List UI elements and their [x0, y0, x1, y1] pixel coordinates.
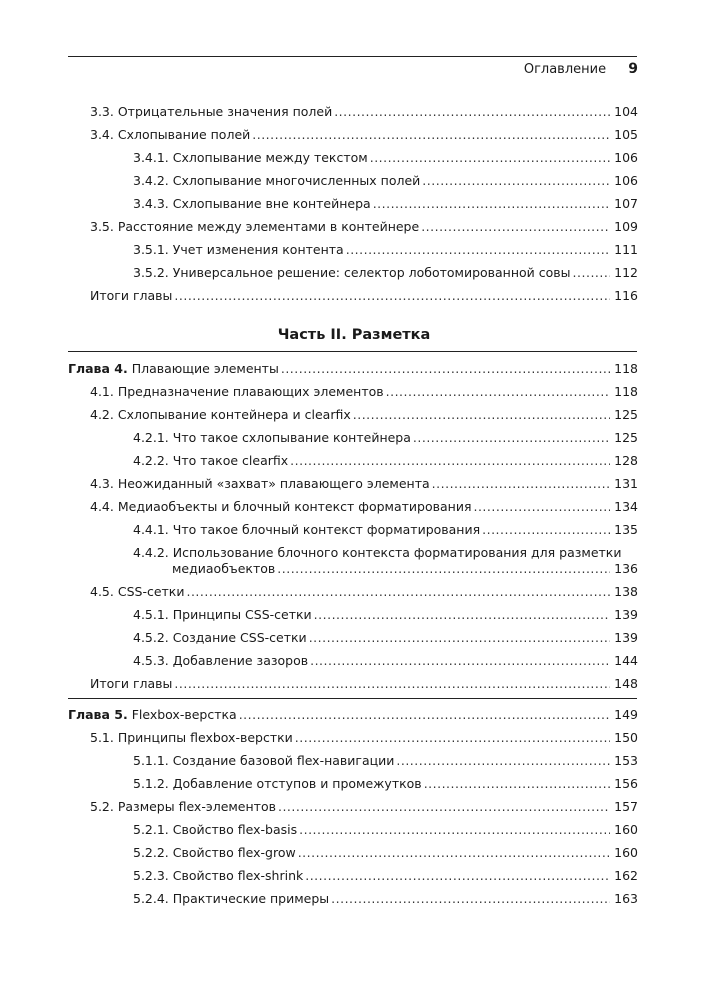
toc-entry[interactable]: 4.5.3. Добавление зазоров ..... 144	[133, 653, 638, 669]
toc-page-number: 125	[614, 430, 638, 445]
toc-page-number: 106	[614, 150, 638, 165]
toc-entry[interactable]: 3.4.3. Схлопывание вне контейнера ..... 107	[133, 196, 638, 212]
toc-entry[interactable]: 5.2.1. Свойство flex-basis ..... 160	[133, 822, 638, 838]
toc-entry[interactable]: Итоги главы ..... 116	[90, 288, 638, 304]
toc-entry[interactable]: 5.2. Размеры flex-элементов ..... 157	[90, 799, 638, 815]
toc-entry[interactable]: 3.4.2. Схлопывание многочисленных полей ..... 106	[133, 173, 638, 189]
toc-page-number: 109	[614, 219, 638, 234]
toc-page-number: 112	[614, 265, 638, 280]
toc-page-number: 163	[614, 891, 638, 906]
toc-entry[interactable]: 5.2.3. Свойство flex-shrink ..... 162	[133, 868, 638, 884]
toc-entry[interactable]: 4.2.1. Что такое схлопывание контейнера ..... 125	[133, 430, 638, 446]
toc-page-number: 118	[614, 361, 638, 376]
toc-page-number: 153	[614, 753, 638, 768]
toc-entry[interactable]: 3.3. Отрицательные значения полей ..... 104	[90, 104, 638, 120]
header-title: Оглавление	[523, 62, 607, 77]
running-header	[524, 61, 638, 77]
toc-page-number: 139	[614, 607, 638, 622]
toc-page-number: 118	[614, 384, 638, 399]
toc-page-number: 138	[614, 584, 638, 599]
toc-entry[interactable]: Итоги главы ..... 148	[90, 676, 638, 692]
toc-entry[interactable]: 5.1.2. Добавление отступов и промежутков ..... 156	[133, 776, 638, 792]
toc-entry[interactable]: 3.5. Расстояние между элементами в контейнере ..... 109	[90, 219, 638, 235]
toc-entry[interactable]: 4.5.2. Создание CSS-сетки ..... 139	[133, 630, 638, 646]
toc-entry[interactable]: 4.4. Медиаобъекты и блочный контекст форматирования ..... 134	[90, 499, 638, 515]
toc-entry[interactable]: 4.2. Схлопывание контейнера и clearfix ..... 125	[90, 407, 638, 423]
toc-entry[interactable]: 4.1. Предназначение плавающих элементов ..... 118	[90, 384, 638, 400]
toc-page-number: 157	[614, 799, 638, 814]
toc-entry[interactable]: 5.2.4. Практические примеры ..... 163	[133, 891, 638, 907]
toc-page-number: 111	[614, 242, 638, 257]
toc-page-number: 149	[614, 707, 638, 722]
toc-entry[interactable]: 4.4.1. Что такое блочный контекст форматирования ..... 135	[133, 522, 638, 538]
toc-entry[interactable]: 4.5.1. Принципы CSS-сетки ..... 139	[133, 607, 638, 623]
header-page-number: 9	[628, 61, 638, 77]
toc-entry[interactable]: 3.4.1. Схлопывание между текстом ..... 106	[133, 150, 638, 166]
toc-page-number: 160	[614, 845, 638, 860]
toc-page-number: 131	[614, 476, 638, 491]
toc-entry[interactable]: 4.5. CSS-сетки ..... 138	[90, 584, 638, 600]
toc-page-number: 162	[614, 868, 638, 883]
toc-page-number: 134	[614, 499, 638, 514]
toc-entry-line1[interactable]: 4.4.2. Использование блочного контекста форматирования для разметки	[133, 545, 622, 560]
toc-page-number: 106	[614, 173, 638, 188]
toc-entry[interactable]: медиаобъектов ..... 136	[172, 561, 638, 577]
toc-entry[interactable]: 5.2.2. Свойство flex-grow ..... 160	[133, 845, 638, 861]
toc-page-number: 135	[614, 522, 638, 537]
toc-page-number: 105	[614, 127, 638, 142]
part-title: Часть II. Разметка	[277, 327, 431, 343]
toc-page-number: 125	[614, 407, 638, 422]
part-rule	[68, 351, 637, 352]
toc-entry[interactable]: 4.3. Неожиданный «захват» плавающего элемента ..... 131	[90, 476, 638, 492]
chapter-5-entry[interactable]: Глава 5. Flexbox-верстка ..... 149	[68, 707, 638, 723]
toc-entry[interactable]: 5.1. Принципы flexbox-верстки ..... 150	[90, 730, 638, 746]
toc-page-number: 107	[614, 196, 638, 211]
toc-entry[interactable]: 3.5.1. Учет изменения контента ..... 111	[133, 242, 638, 258]
toc-page-number: 128	[614, 453, 638, 468]
chapter-4-entry[interactable]: Глава 4. Плавающие элементы ..... 118	[68, 361, 638, 377]
chapter-rule	[68, 698, 637, 699]
toc-page-number: 136	[614, 561, 638, 576]
toc-page-number: 104	[614, 104, 638, 119]
toc-entry[interactable]: 3.4. Схлопывание полей ..... 105	[90, 127, 638, 143]
toc-page-number: 156	[614, 776, 638, 791]
header-rule	[68, 56, 637, 57]
toc-page-number: 148	[614, 676, 638, 691]
toc-page-number: 144	[614, 653, 638, 668]
toc-entry[interactable]: 3.5.2. Универсальное решение: селектор лоботомированной совы ..... 112	[133, 265, 638, 281]
toc-page-number: 116	[614, 288, 638, 303]
toc-entry[interactable]: 5.1.1. Создание базовой flex-навигации ..... 153	[133, 753, 638, 769]
toc-page-number: 139	[614, 630, 638, 645]
toc-page-number: 160	[614, 822, 638, 837]
toc-entry[interactable]: 4.2.2. Что такое clearfix ..... 128	[133, 453, 638, 469]
toc-page-number: 150	[614, 730, 638, 745]
